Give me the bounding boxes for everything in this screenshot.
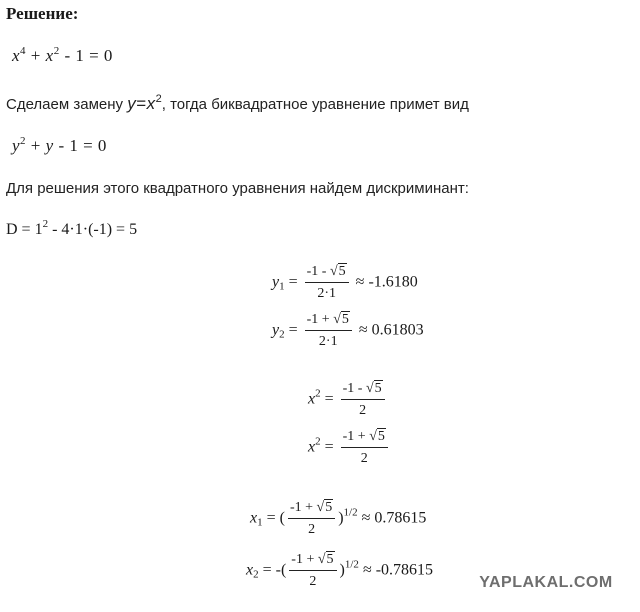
substitution-text: Сделаем замену $y=x^2$, тогда биквадратное уравнение примет вид [6, 93, 469, 113]
discriminant-formula: $D = 1^2 - 4\cdot 1\cdot(-1) = 5$ [6, 218, 138, 238]
root-x2: $x_2$ = -( $\frac{-1 + √5}{2}$ )$^{1/2}$ ≈ -0.78615 [246, 552, 434, 589]
discriminant-intro: Для решения этого квадратного уравнения найдем дискриминант: [6, 180, 469, 197]
watermark-logo: YAPLAKAL.COM [473, 569, 619, 597]
root-y1: $y_1$ = $\frac{-1 - √5}{2\cdot 1}$ ≈ -1.6180 [272, 264, 418, 301]
x-squared-root-2: $x^2$ = $\frac{-1 + √5}{2}$ [308, 429, 391, 467]
equation-quartic: $x^4 + x^2 - 1 = 0$ [12, 45, 113, 65]
x-squared-root-1: $x^2$ = $\frac{-1 - √5}{2}$ [308, 381, 388, 419]
equation-quadratic: $y^2 + y - 1 = 0$ [12, 135, 107, 155]
root-x1: $x_1$ = ( $\frac{-1 + √5}{2}$ )$^{1/2}$ ≈ 0.78615 [250, 500, 427, 537]
root-y2: $y_2$ = $\frac{-1 + √5}{2\cdot 1}$ ≈ 0.61803 [272, 312, 424, 349]
solution-heading: Решение: [6, 4, 79, 23]
